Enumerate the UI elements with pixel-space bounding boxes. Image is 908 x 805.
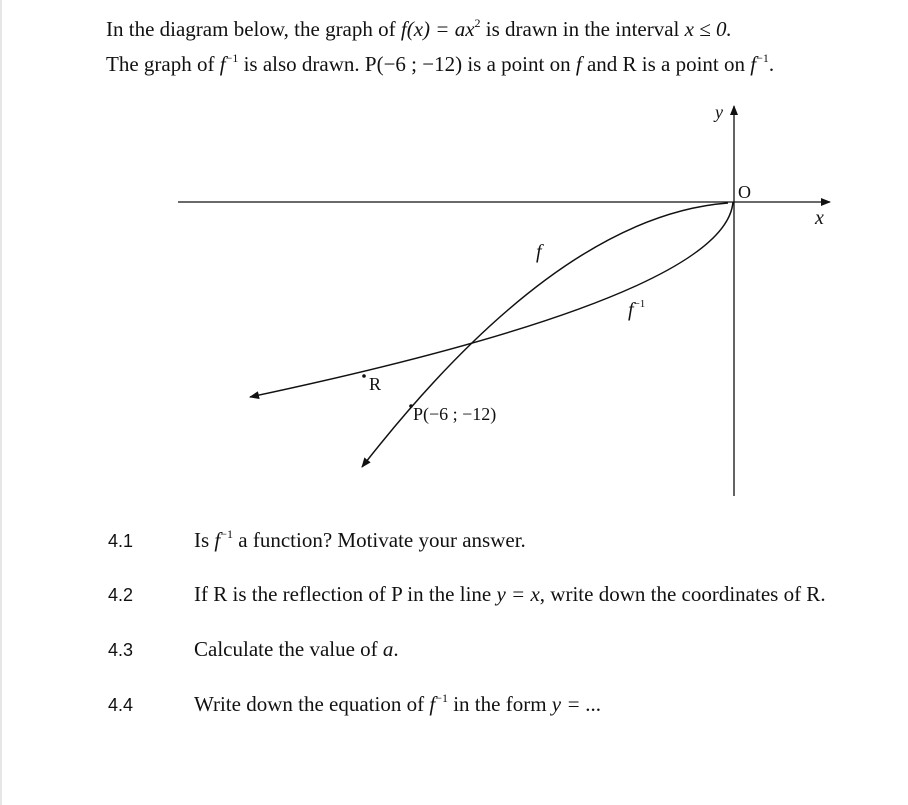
intro-text-segment: The graph of (106, 52, 215, 76)
exponent: 2 (474, 16, 481, 30)
question-text (194, 692, 602, 717)
question-text (194, 528, 526, 553)
question-text (194, 582, 826, 607)
question-number: 4.3 (108, 640, 134, 660)
intro-text-segment: is also drawn. P(−6 ; −12) is a point on (243, 52, 571, 76)
exponent: −1 (633, 298, 646, 310)
question-text-segment: in the form (453, 692, 547, 716)
function-definition: f(x) = ax (400, 17, 475, 41)
answer-form: y = ... (551, 692, 602, 716)
point-p-label: P(−6 ; −12) (413, 404, 497, 424)
function-symbol: f (219, 52, 226, 76)
y-axis-label: y (715, 102, 723, 122)
function-symbol: f (750, 52, 757, 76)
line-equation: y = x (496, 582, 540, 606)
question-4-4 (0, 692, 908, 722)
interval: x ≤ 0. (684, 17, 732, 41)
origin-label: O (738, 182, 751, 202)
question-text-segment: Is (194, 528, 210, 552)
variable: a (382, 637, 394, 661)
exponent: −1 (220, 527, 234, 541)
question-text-segment: a function? Motivate your answer. (238, 528, 526, 552)
question-text-segment: Write down the equation of (194, 692, 425, 716)
question-4-1 (0, 528, 908, 558)
intro-text-segment: . (768, 52, 775, 76)
function-symbol: f (214, 528, 221, 552)
question-text-segment: , write down the coordinates of R. (539, 582, 826, 606)
exponent: −1 (225, 51, 239, 65)
function-symbol: f (575, 52, 582, 76)
question-text-segment: Calculate the value of (194, 637, 378, 661)
f-inverse-curve-label (628, 298, 645, 321)
question-text (194, 637, 399, 662)
f-inverse-curve (250, 202, 733, 397)
intro-text-segment: and R is a point on (586, 52, 746, 76)
question-number: 4.4 (108, 695, 134, 715)
f-curve (362, 203, 728, 467)
question-number: 4.2 (108, 585, 134, 605)
intro-text-segment: In the diagram below, the graph of (106, 17, 396, 41)
question-text-segment: . (393, 637, 399, 661)
exponent: −1 (756, 51, 769, 65)
question-number: 4.1 (108, 531, 134, 551)
f-curve-label: f (536, 241, 542, 263)
exponent: −1 (435, 691, 448, 705)
question-4-3 (0, 637, 908, 667)
point-r (362, 374, 366, 378)
function-symbol: f (628, 299, 634, 321)
intro-text-segment: is drawn in the interval (485, 17, 680, 41)
function-symbol: f (429, 692, 436, 716)
question-4-2 (0, 582, 908, 612)
question-text-segment: If R is the reflection of P in the line (194, 582, 492, 606)
x-axis-label: x (815, 207, 824, 229)
point-r-label: R (369, 374, 382, 394)
